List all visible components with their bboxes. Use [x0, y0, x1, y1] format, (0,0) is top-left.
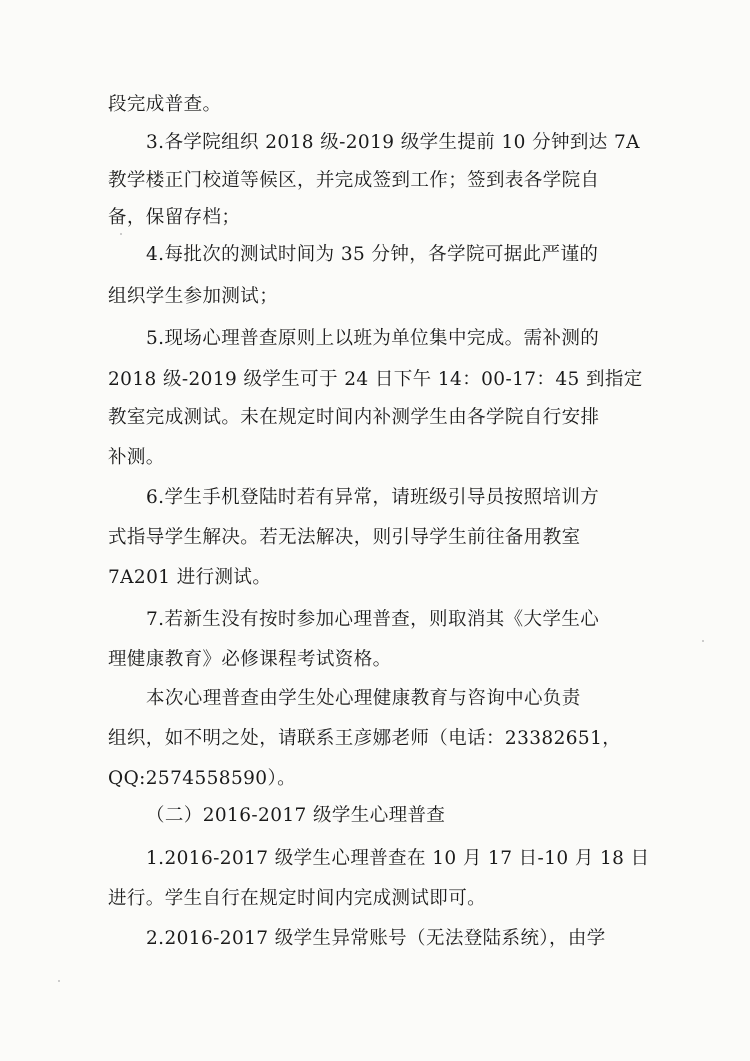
text-line: 段完成普查。: [108, 94, 222, 115]
text-line: 组织学生参加测试；: [108, 286, 279, 307]
section-heading: （二）2016-2017 级学生心理普查: [146, 805, 446, 826]
scan-speck: [120, 233, 122, 235]
text-line: 教室完成测试。未在规定时间内补测学生由各学院自行安排: [108, 407, 600, 428]
scan-speck: [58, 980, 60, 982]
text-line: 1.2016-2017 级学生心理普查在 10 月 17 日-10 月 18 日: [146, 848, 650, 869]
text-line: 本次心理普查由学生处心理健康教育与咨询中心负责: [146, 688, 581, 709]
text-line: QQ:2574558590）。: [108, 768, 297, 789]
text-line: 2.2016-2017 级学生异常账号（无法登陆系统），由学: [146, 928, 606, 949]
text-line: 2018 级-2019 级学生可于 24 日下午 14：00-17：45 到指定: [108, 369, 643, 390]
text-line: 3.各学院组织 2018 级-2019 级学生提前 10 分钟到达 7A: [146, 132, 640, 153]
text-line: 组织，如不明之处，请联系王彦娜老师（电话：23382651，: [108, 728, 622, 749]
text-line: 式指导学生解决。若无法解决，则引导学生前往备用教室: [108, 527, 581, 548]
text-line: 备，保留存档；: [108, 207, 241, 228]
text-line: 进行。学生自行在规定时间内完成测试即可。: [108, 888, 487, 909]
text-line: 补测。: [108, 447, 165, 468]
text-line: 5.现场心理普查原则上以班为单位集中完成。需补测的: [146, 328, 600, 349]
text-line: 6.学生手机登陆时若有异常，请班级引导员按照培训方: [146, 487, 600, 508]
text-line: 理健康教育》必修课程考试资格。: [108, 649, 392, 670]
scan-speck: [702, 640, 704, 642]
text-line: 4.每批次的测试时间为 35 分钟，各学院可据此严谨的: [146, 244, 599, 265]
text-line: 7.若新生没有按时参加心理普查，则取消其《大学生心: [146, 609, 600, 630]
text-line: 教学楼正门校道等候区，并完成签到工作；签到表各学院自: [108, 170, 600, 191]
text-line: 7A201 进行测试。: [108, 567, 272, 588]
